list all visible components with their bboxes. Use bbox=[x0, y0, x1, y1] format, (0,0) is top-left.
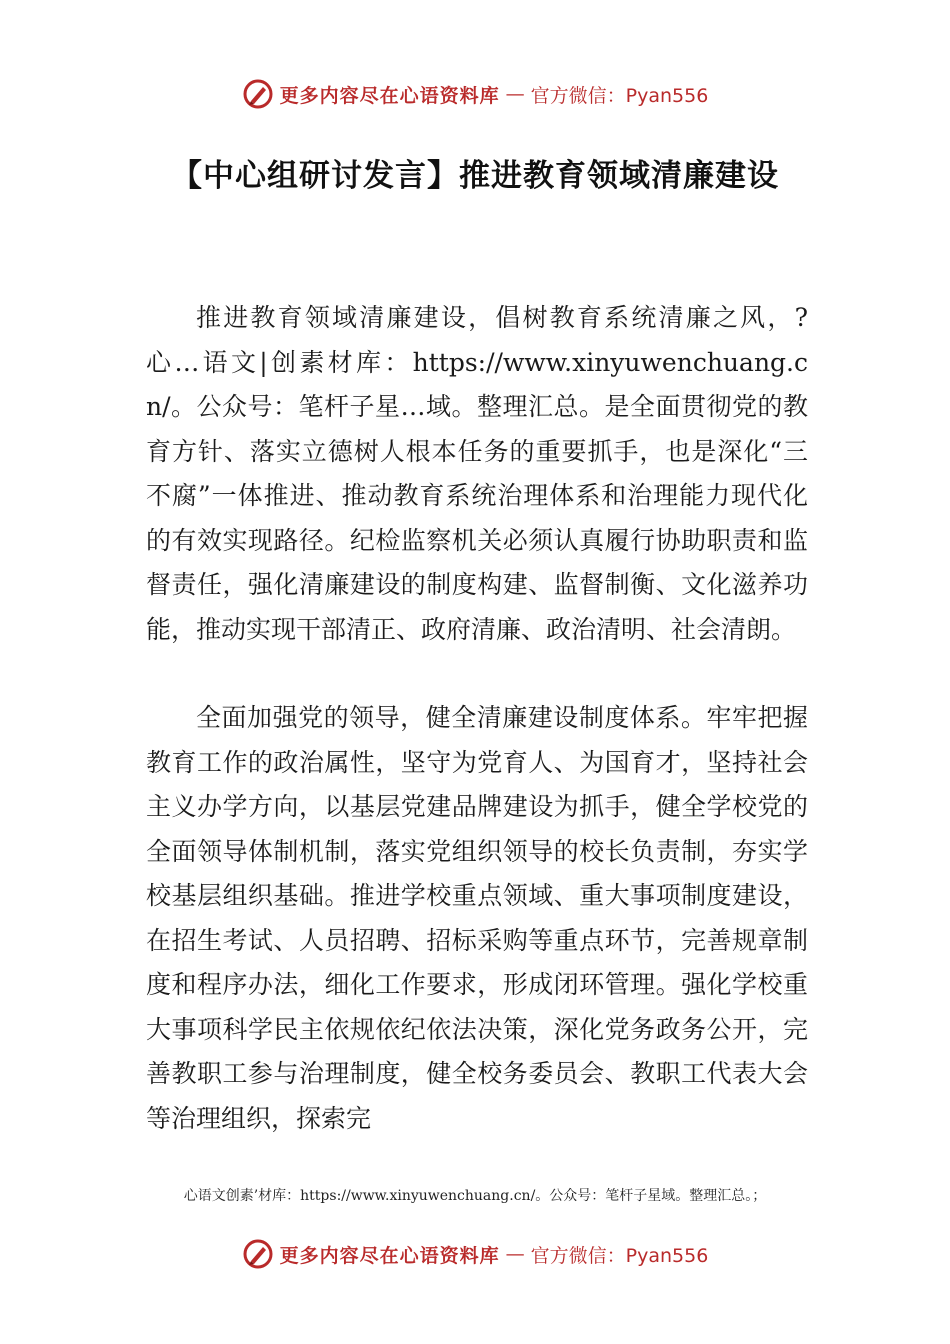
footer-banner bbox=[0, 1232, 950, 1276]
paragraph-2: 全面加强党的领导，健全清廉建设制度体系。牢牢把握教育工作的政治属性，坚守为党育人、为国育才，坚持社会主义办学方向，以基层党建品牌建设为抓手，健全学校党的全面领导体制机制，落实党组织领导的校长负责制，夯实学校基层组织基础。推进学校重点领域、重大事项制度建设，在招生考试、人员招聘、招标采购等重点环节，完善规章制度和程序办法，细化工作要求，形成闭环管理。强化学校重大事项科学民主依规依纪依法决策，深化党务政务公开，完善教职工参与治理制度，健全校务委员会、教职工代表大会等治理组织，探索完 bbox=[146, 703, 808, 1133]
banner-separator: — bbox=[505, 1243, 525, 1265]
banner-text: 更多内容尽在心语资料库 bbox=[279, 1244, 500, 1267]
banner-wechat: 官方微信：Pyan556 bbox=[530, 1244, 709, 1267]
paragraph-1: 推进教育领域清廉建设，倡树教育系统清廉之风，?心…语文|创素材库：https://www.xinyuwenchuang.cn/。公众号：笔杆子星…域。整理汇总。是全面贯彻党的教育方针、落实立德树人根本任务的重要抓手，也是深化“三不腐”一体推进、推动教育系统治理体系和治理能力现代化的有效实现路径。纪检监察机关必须认真履行协助职责和监督责任，强化清廉建设的制度构建、监督制衡、文化滋养功能，推动实现干部清正、政府清廉、政治清明、社会清朗。 bbox=[146, 303, 808, 644]
pen-logo-icon bbox=[242, 78, 274, 110]
document-body bbox=[146, 296, 808, 1141]
banner-wechat: 官方微信：Pyan556 bbox=[530, 84, 709, 107]
banner-text: 更多内容尽在心语资料库 bbox=[279, 84, 500, 107]
header-banner bbox=[0, 72, 950, 116]
document-title: 【中心组研讨发言】推进教育领域清廉建设 bbox=[171, 158, 779, 194]
footer-note: 心语文创素’材库：https://www.xinyuwenchuang.cn/。公众号：笔杆子星域。整理汇总。； bbox=[183, 1188, 767, 1204]
pen-logo-icon bbox=[242, 1238, 274, 1270]
banner-separator: — bbox=[505, 83, 525, 105]
